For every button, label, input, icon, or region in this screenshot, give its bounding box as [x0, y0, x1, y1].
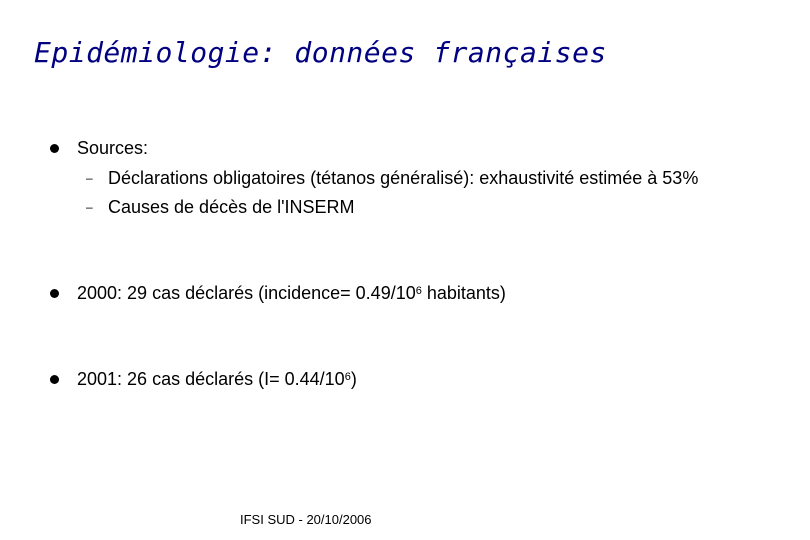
bullet-2000-text-end: habitants)	[421, 283, 506, 303]
slide-title: Epidémiologie: données françaises	[34, 36, 607, 69]
superscript-exponent: 6	[344, 371, 351, 383]
bullet-2000	[50, 283, 506, 304]
bullet-dot	[50, 144, 59, 153]
bullet-2000-text-main: 2000: 29 cas déclarés (incidence= 0.49/10	[77, 283, 416, 303]
bullet-sources	[50, 138, 148, 159]
bullet-2000-text	[77, 283, 506, 304]
sub-item-text: Déclarations obligatoires (tétanos généralisé): exhaustivité estimée à 53%	[108, 168, 699, 188]
slide-footer: IFSI SUD - 20/10/2006	[240, 512, 372, 527]
bullet-2001-text	[77, 369, 357, 390]
sub-item-text: Causes de décès de l'INSERM	[108, 197, 355, 217]
superscript-exponent: 6	[415, 285, 422, 297]
bullet-sources-text: Sources:	[77, 138, 149, 158]
bullet-2001-text-main: 2001: 26 cas déclarés (I= 0.44/10	[77, 369, 345, 389]
bullet-dot	[50, 375, 59, 384]
sub-item-inserm	[86, 197, 355, 218]
sub-item-declarations	[86, 168, 698, 189]
dash-marker: –	[86, 200, 93, 214]
bullet-dot	[50, 289, 59, 298]
bullet-2001-text-end: )	[350, 369, 357, 389]
bullet-2001	[50, 369, 357, 390]
dash-marker: –	[86, 171, 93, 185]
